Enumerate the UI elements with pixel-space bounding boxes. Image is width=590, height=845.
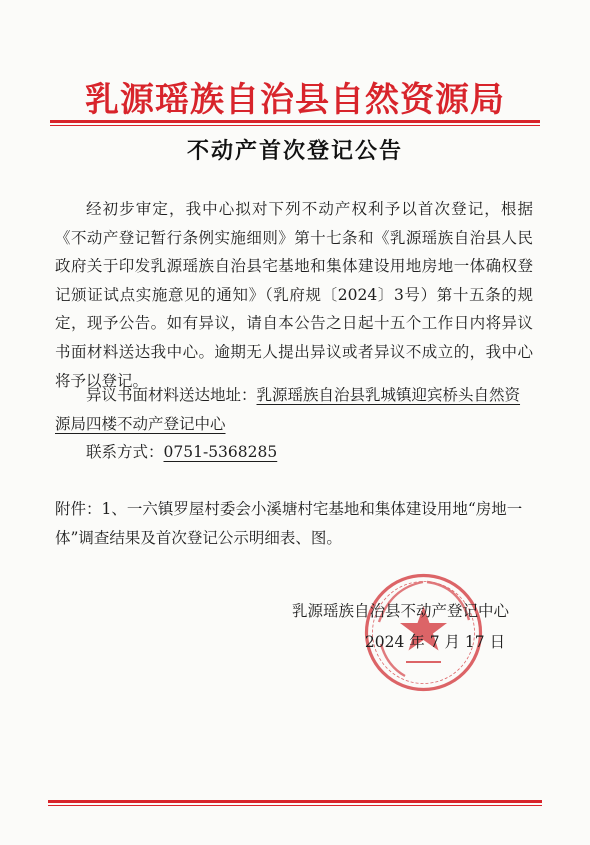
notice-body-paragraph: 经初步审定，我中心拟对下列不动产权利予以首次登记，根据《不动产登记暂行条例实施细则》第十七条和《乳源瑶族自治县人民政府关于印发乳源瑶族自治县宅基地和集体建设用地房地一体确权登记颁证试点实施意见的通知》（乳府规〔2024〕3号）第十五条的规定，现予公告。如有异议，请自本公告之日起十五个工作日内将异议书面材料送达我中心。逾期无人提出异议或者异议不成立的，我中心将予以登记。 bbox=[55, 200, 533, 390]
signing-date: 2024 年 7 月 17 日 bbox=[364, 633, 506, 651]
footer-red-rule-thin bbox=[48, 805, 542, 806]
contact-info bbox=[55, 438, 564, 467]
contact-phone: 0751-5368285 bbox=[163, 443, 278, 461]
attachment-note: 附件：1、一六镇罗屋村委会小溪塘村宅基地和集体建设用地“房地一体”调查结果及首次登记公示明细表、图。 bbox=[55, 500, 523, 547]
address-value: 乳源瑶族自治县乳城镇迎宾桥头自然资源局四楼不动产登记中心 bbox=[55, 386, 521, 433]
issuing-authority-header: 乳源瑶族自治县自然资源局 bbox=[85, 80, 505, 120]
contact-label: 联系方式： bbox=[86, 443, 164, 461]
address-label: 异议书面材料送达地址： bbox=[86, 386, 257, 404]
notice-title: 不动产首次登记公告 bbox=[186, 138, 403, 164]
header-red-rule bbox=[50, 120, 540, 123]
objection-address bbox=[55, 381, 533, 438]
signing-organization: 乳源瑶族自治县不动产登记中心 bbox=[292, 602, 510, 620]
footer-red-rule bbox=[48, 800, 542, 803]
header-red-rule-thin bbox=[50, 125, 540, 126]
